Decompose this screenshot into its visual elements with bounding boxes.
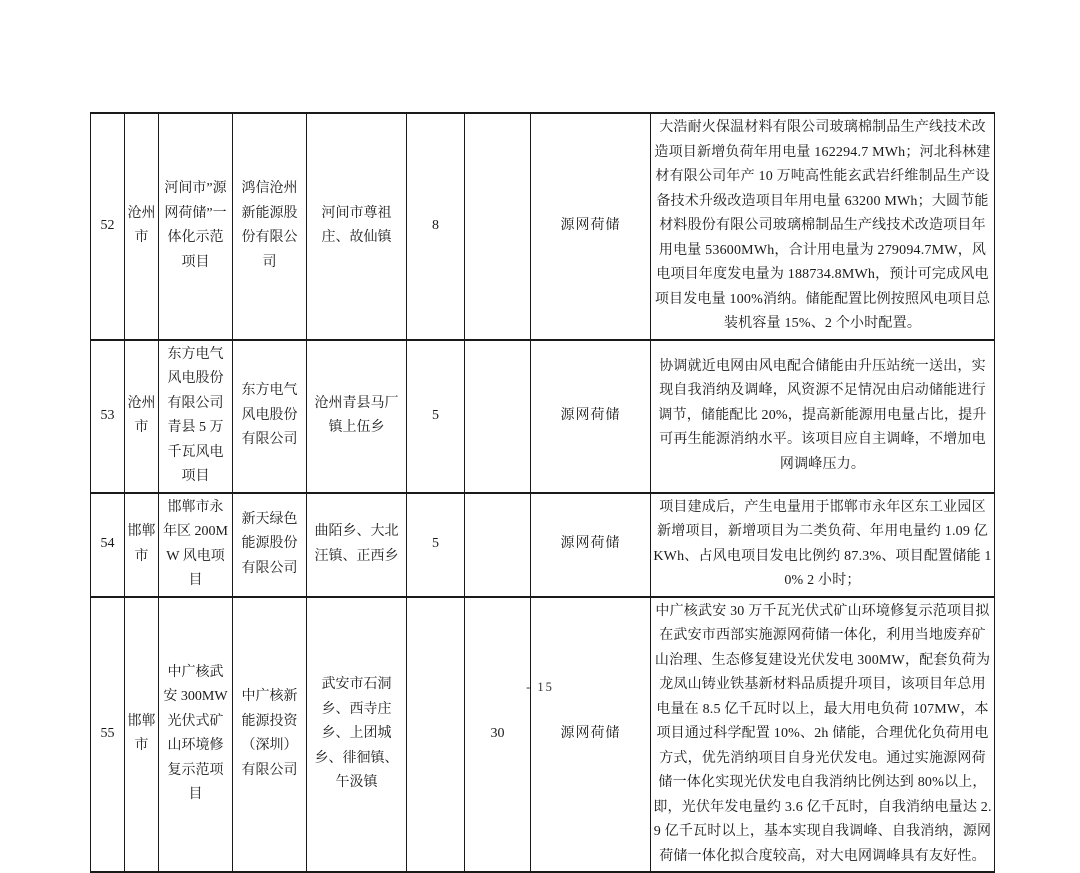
cell-capacity-a: 5 [407, 340, 465, 493]
cell-company: 东方电气风电股份有限公司 [233, 340, 307, 493]
cell-description: 中广核武安 30 万千瓦光伏式矿山环境修复示范项目拟在武安市西部实施源网荷储一体化，利用当地废弃矿山治理、生态修复建设光伏发电 300MW，配套负荷为龙凤山铸业铁基新材料品质提升项目，该项目年总用电量在 8.5 亿千瓦时以上，最大用电负荷 107MW，本项目通过科学配置 10%、2h 储能，合理优化负荷用电方式，优先消纳项目自身光伏发电。通过实施源网荷储一体化实现光伏发电自我消纳比例达到 80%以上，即，光伏年发电量约 3.6 亿千瓦时，自我消纳电量达 2.9 亿千瓦时以上，基本实现自我调峰、自我消纳，源网荷储一体化拟合度较高，对大电网调峰具有友好性。 [651, 597, 995, 873]
cell-location: 沧州青县马厂镇上伍乡 [307, 340, 407, 493]
cell-category: 源网荷储 [531, 113, 651, 340]
cell-row-number: 53 [91, 340, 125, 493]
cell-capacity-b [465, 340, 531, 493]
cell-capacity-b [465, 493, 531, 597]
cell-capacity-a: 5 [407, 493, 465, 597]
cell-location: 河间市尊祖庄、故仙镇 [307, 113, 407, 340]
table-row [91, 493, 995, 597]
page-number: - 15 [526, 680, 554, 694]
cell-location: 武安市石洞乡、西寺庄乡、上团城乡、徘徊镇、午汲镇 [307, 597, 407, 873]
cell-company: 鸿信沧州新能源股份有限公司 [233, 113, 307, 340]
cell-row-number: 52 [91, 113, 125, 340]
cell-city: 沧州市 [125, 113, 159, 340]
cell-project-name: 中广核武安 300MW 光伏式矿山环境修复示范项目 [159, 597, 233, 873]
cell-city: 沧州市 [125, 340, 159, 493]
cell-company: 新天绿色能源股份有限公司 [233, 493, 307, 597]
cell-description: 大浩耐火保温材料有限公司玻璃棉制品生产线技术改造项目新增负荷年用电量 162294.7 MWh；河北科林建材有限公司年产 10 万吨高性能玄武岩纤维制品生产设备技术升级改造项目年用电量 63200 MWh；大圆节能材料股份有限公司玻璃棉制品生产线技术改造项目年用电量 53600MWh，合计用电量为 279094.7MW，风电项目年度发电量为 188734.8MWh，预计可完成风电项目发电量 100%消纳。储能配置比例按照风电项目总装机容量 15%、2 个小时配置。 [651, 113, 995, 340]
cell-company: 中广核新能源投资（深圳）有限公司 [233, 597, 307, 873]
cell-description: 协调就近电网由风电配合储能由升压站统一送出，实现自我消纳及调峰，风资源不足情况由启动储能进行调节，储能配比 20%，提高新能源用电量占比，提升可再生能源消纳水平。该项目应自主调峰，不增加电网调峰压力。 [651, 340, 995, 493]
cell-capacity-a: 8 [407, 113, 465, 340]
cell-city: 邯郸市 [125, 493, 159, 597]
cell-category: 源网荷储 [531, 340, 651, 493]
cell-project-name: 东方电气风电股份有限公司青县 5 万千瓦风电项目 [159, 340, 233, 493]
table-row [91, 597, 995, 873]
table-row [91, 340, 995, 493]
cell-capacity-b: 30 [465, 597, 531, 873]
cell-capacity-a [407, 597, 465, 873]
cell-location: 曲陌乡、大北汪镇、正西乡 [307, 493, 407, 597]
cell-project-name: 河间市”源网荷储”一体化示范项目 [159, 113, 233, 340]
cell-capacity-b [465, 113, 531, 340]
cell-row-number: 55 [91, 597, 125, 873]
cell-city: 邯郸市 [125, 597, 159, 873]
projects-table [90, 112, 995, 873]
cell-row-number: 54 [91, 493, 125, 597]
cell-category: 源网荷储 [531, 597, 651, 873]
cell-category: 源网荷储 [531, 493, 651, 597]
table-row [91, 113, 995, 340]
cell-description: 项目建成后，产生电量用于邯郸市永年区东工业园区新增项目，新增项目为二类负荷、年用电量约 1.09 亿 KWh、占风电项目发电比例约 87.3%、项目配置储能 10% 2 小时； [651, 493, 995, 597]
cell-project-name: 邯郸市永年区 200MW 风电项目 [159, 493, 233, 597]
